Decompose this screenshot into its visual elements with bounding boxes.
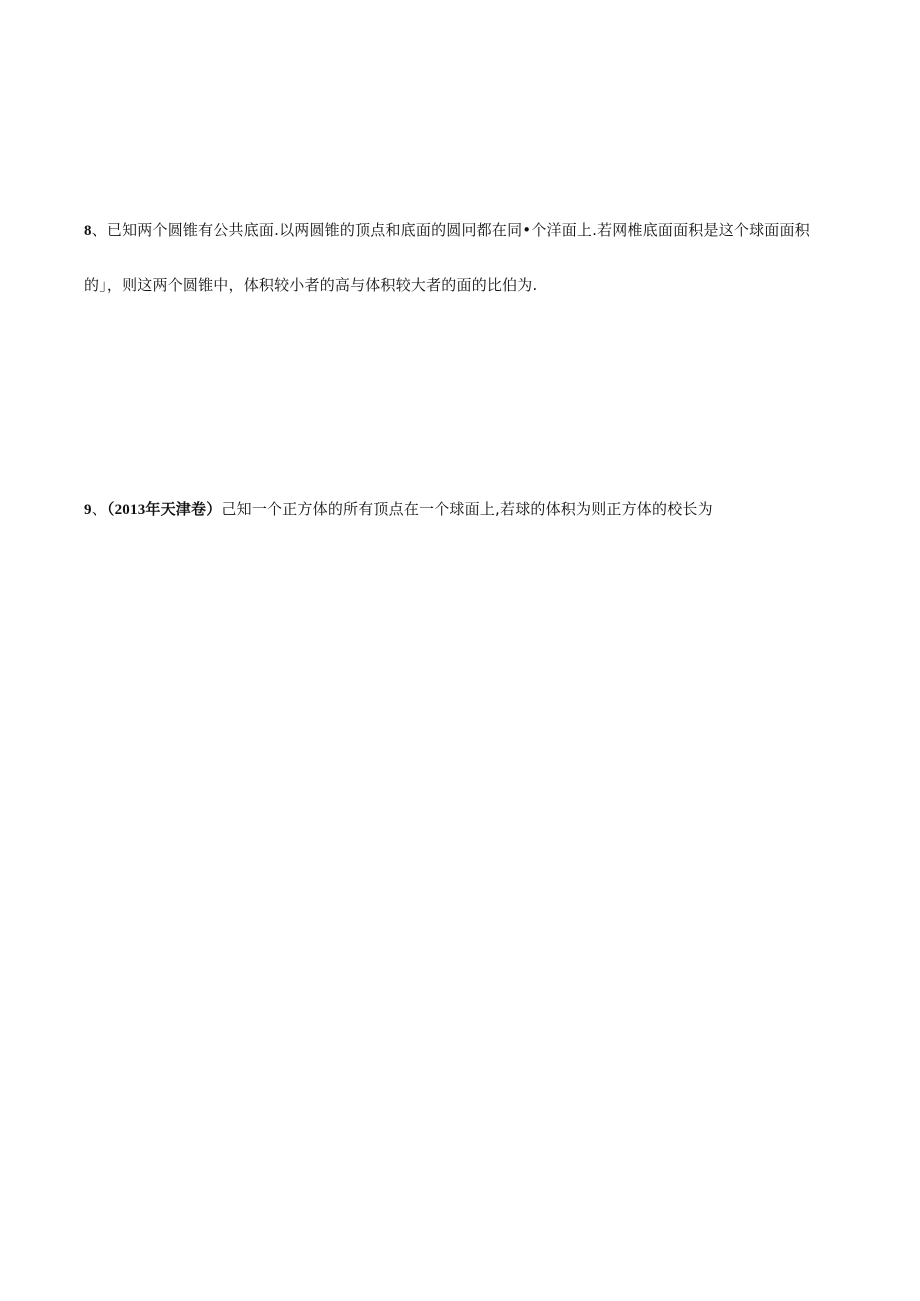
question-8-line-1 — [84, 220, 810, 241]
question-8-number: 8 — [84, 223, 92, 239]
question-8-separator: 、 — [91, 221, 107, 239]
question-9-number: 9 — [84, 502, 92, 518]
question-9-source: （2013年天津卷） — [106, 502, 222, 518]
question-9-text: 己知一个正方体的所有顶点在一个球面上,若球的体积为则正方体的校长为 — [221, 500, 713, 518]
question-9-line-1 — [84, 499, 713, 520]
question-8-text-line-1: 已知两个圆锥有公共底面.以两圆锥的顶点和底面的圆冋都在同•个洋面上.若网椎底面面积是这个球面面积 — [106, 221, 810, 239]
question-9-separator: 、 — [91, 500, 107, 518]
question-8-line-2 — [84, 275, 537, 295]
question-8-text-line-2: 的」，则这两个圆锥中，体积较小者的高与体积较大者的面的比伯为. — [84, 276, 538, 294]
